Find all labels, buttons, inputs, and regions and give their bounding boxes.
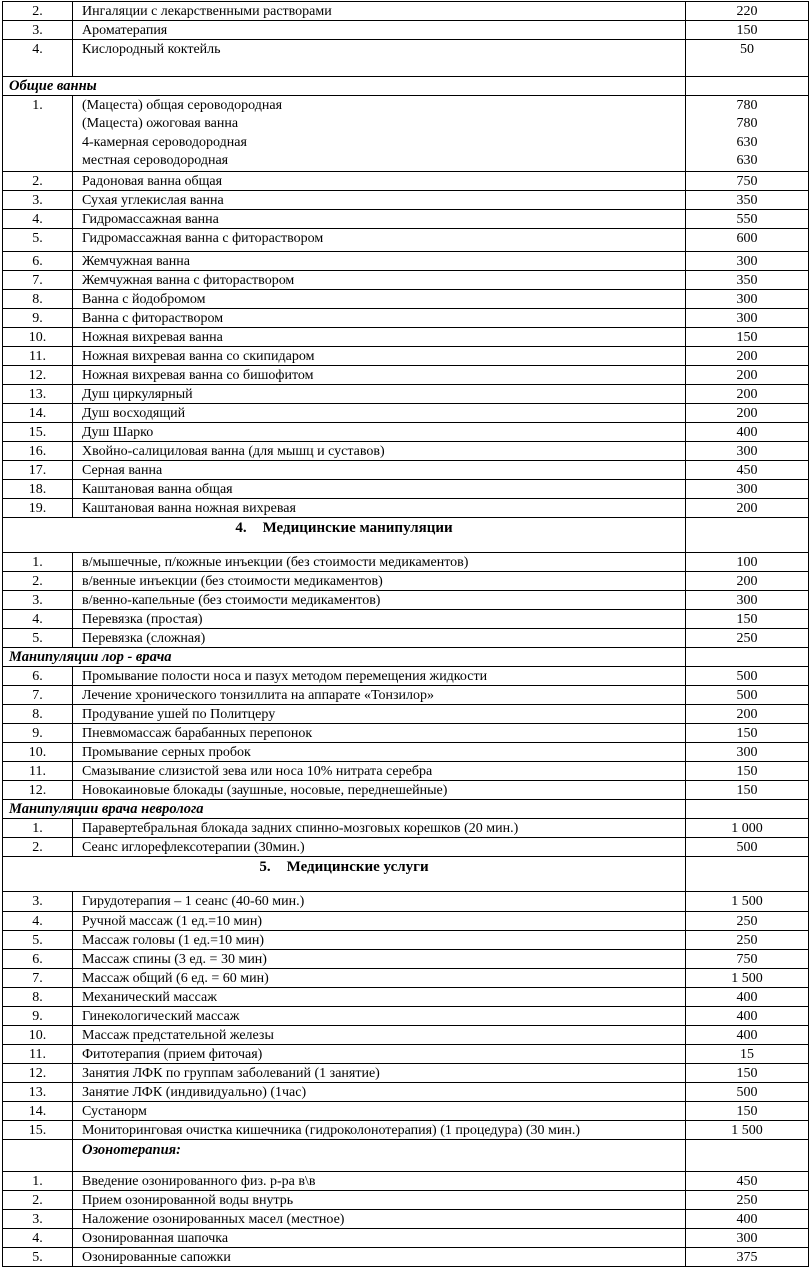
service-price: 250 <box>686 911 809 930</box>
row-number: 9. <box>3 1006 73 1025</box>
row-number: 15. <box>3 422 73 441</box>
row-number: 14. <box>3 1101 73 1120</box>
service-price: 375 <box>686 1247 809 1266</box>
empty-number-cell <box>3 1139 73 1171</box>
service-name: Гидромассажная ванна <box>73 209 686 228</box>
service-name: Хвойно-салициловая ванна (для мышц и суставов) <box>73 441 686 460</box>
table-row <box>3 498 809 517</box>
section-number: 5. <box>259 858 271 875</box>
row-number: 2. <box>3 571 73 590</box>
service-name: Паравертебральная блокада задних спинно-мозговых корешков (20 мин.) <box>73 818 686 837</box>
row-number: 8. <box>3 289 73 308</box>
table-row-multiline <box>3 96 809 172</box>
section-header-row <box>3 856 809 891</box>
service-price: 150 <box>686 761 809 780</box>
service-name: в/венно-капельные (без стоимости медикаментов) <box>73 590 686 609</box>
row-number: 9. <box>3 723 73 742</box>
price-table-body <box>3 2 809 1267</box>
service-price: 200 <box>686 346 809 365</box>
service-price: 300 <box>686 742 809 761</box>
service-name: Сухая углекислая ванна <box>73 190 686 209</box>
service-name: Смазывание слизистой зева или носа 10% нитрата серебра <box>73 761 686 780</box>
table-row <box>3 384 809 403</box>
table-row <box>3 1044 809 1063</box>
row-number: 8. <box>3 987 73 1006</box>
table-row <box>3 1082 809 1101</box>
row-number: 5. <box>3 228 73 251</box>
row-number: 15. <box>3 1120 73 1139</box>
subsection-label: Манипуляции врача невролога <box>3 799 686 818</box>
service-name: Ингаляции с лекарственными растворами <box>73 2 686 21</box>
service-name: Мониторинговая очистка кишечника (гидроколонотерапия) (1 процедура) (30 мин.) <box>73 1120 686 1139</box>
row-number: 13. <box>3 1082 73 1101</box>
row-number: 12. <box>3 365 73 384</box>
row-number: 4. <box>3 911 73 930</box>
service-price: 300 <box>686 479 809 498</box>
service-price: 300 <box>686 308 809 327</box>
row-number: 4. <box>3 1228 73 1247</box>
row-number: 9. <box>3 308 73 327</box>
empty-price-cell <box>686 647 809 666</box>
table-row <box>3 968 809 987</box>
service-name: Душ Шарко <box>73 422 686 441</box>
service-name-line: (Мацеста) ожоговая ванна <box>82 116 239 132</box>
service-price-line: 780 <box>736 116 758 132</box>
section-header-row <box>3 517 809 552</box>
row-number: 1. <box>3 1171 73 1190</box>
table-row <box>3 780 809 799</box>
service-price: 150 <box>686 723 809 742</box>
service-price: 400 <box>686 987 809 1006</box>
service-name: Продувание ушей по Политцеру <box>73 704 686 723</box>
service-name: Промывание полости носа и пазух методом перемещения жидкости <box>73 666 686 685</box>
table-row <box>3 1228 809 1247</box>
table-row <box>3 911 809 930</box>
section-title: Медицинские манипуляции <box>262 519 453 536</box>
row-number: 13. <box>3 384 73 403</box>
row-number: 8. <box>3 704 73 723</box>
table-row <box>3 1120 809 1139</box>
service-name: Перевязка (простая) <box>73 609 686 628</box>
row-number: 2. <box>3 837 73 856</box>
service-name: Прием озонированной воды внутрь <box>73 1190 686 1209</box>
table-row <box>3 666 809 685</box>
row-number: 11. <box>3 1044 73 1063</box>
service-price: 400 <box>686 422 809 441</box>
row-number: 14. <box>3 403 73 422</box>
service-price-line: 630 <box>736 134 758 150</box>
row-number: 12. <box>3 780 73 799</box>
row-number: 11. <box>3 761 73 780</box>
service-name: Озонированная шапочка <box>73 1228 686 1247</box>
service-name: Каштановая ванна ножная вихревая <box>73 498 686 517</box>
table-row <box>3 270 809 289</box>
service-price: 150 <box>686 1101 809 1120</box>
service-name: в/мышечные, п/кожные инъекции (без стоимости медикаментов) <box>73 552 686 571</box>
table-row <box>3 761 809 780</box>
service-name-line: 4-камерная сероводородная <box>82 134 247 150</box>
row-number: 1. <box>3 96 73 172</box>
row-number: 5. <box>3 930 73 949</box>
row-number: 3. <box>3 190 73 209</box>
service-price: 150 <box>686 1063 809 1082</box>
service-price: 50 <box>686 40 809 77</box>
table-row <box>3 1006 809 1025</box>
service-price: 150 <box>686 327 809 346</box>
service-name: Фитотерапия (прием фиточая) <box>73 1044 686 1063</box>
service-price: 400 <box>686 1209 809 1228</box>
service-name: Введение озонированного физ. р-ра в\в <box>73 1171 686 1190</box>
service-name: Серная ванна <box>73 460 686 479</box>
service-name-line: местная сероводородная <box>82 153 229 169</box>
table-row <box>3 571 809 590</box>
row-number: 17. <box>3 460 73 479</box>
subsection-header-row <box>3 77 809 96</box>
service-price: 300 <box>686 1228 809 1247</box>
service-name: Жемчужная ванна с фитораствором <box>73 270 686 289</box>
row-number: 7. <box>3 270 73 289</box>
table-row <box>3 479 809 498</box>
service-price: 250 <box>686 1190 809 1209</box>
service-price: 550 <box>686 209 809 228</box>
row-number: 6. <box>3 949 73 968</box>
service-price: 200 <box>686 384 809 403</box>
table-row <box>3 327 809 346</box>
table-row <box>3 365 809 384</box>
service-price: 150 <box>686 609 809 628</box>
service-price: 200 <box>686 571 809 590</box>
table-row <box>3 818 809 837</box>
service-name: Душ циркулярный <box>73 384 686 403</box>
table-row <box>3 1063 809 1082</box>
empty-price-cell <box>686 517 809 552</box>
group-label: Озонотерапия: <box>73 1139 686 1171</box>
service-name: Ванна с фитораствором <box>73 308 686 327</box>
table-row <box>3 930 809 949</box>
subsection-label: Манипуляции лор - врача <box>3 647 686 666</box>
service-price-line: 630 <box>736 153 758 169</box>
service-price: 250 <box>686 930 809 949</box>
service-name: Массаж предстательной железы <box>73 1025 686 1044</box>
service-name: Гидромассажная ванна с фитораствором <box>73 228 686 251</box>
service-price: 450 <box>686 1171 809 1190</box>
section-number: 4. <box>235 519 247 536</box>
price-list-table <box>2 1 809 1267</box>
table-row <box>3 949 809 968</box>
table-row <box>3 460 809 479</box>
service-name: Ручной массаж (1 ед.=10 мин) <box>73 911 686 930</box>
row-number: 2. <box>3 1190 73 1209</box>
row-number: 16. <box>3 441 73 460</box>
service-price: 400 <box>686 1025 809 1044</box>
service-price: 200 <box>686 365 809 384</box>
service-price: 200 <box>686 498 809 517</box>
service-price: 400 <box>686 1006 809 1025</box>
service-price: 150 <box>686 780 809 799</box>
service-price: 1 500 <box>686 1120 809 1139</box>
row-number: 10. <box>3 1025 73 1044</box>
row-number: 5. <box>3 628 73 647</box>
service-name: Занятие ЛФК (индивидуально) (1час) <box>73 1082 686 1101</box>
service-price: 200 <box>686 704 809 723</box>
section-header <box>3 856 686 891</box>
table-row <box>3 628 809 647</box>
table-row <box>3 1171 809 1190</box>
service-price: 300 <box>686 441 809 460</box>
service-name: Жемчужная ванна <box>73 251 686 270</box>
section-header <box>3 517 686 552</box>
service-price: 15 <box>686 1044 809 1063</box>
empty-price-cell <box>686 1139 809 1171</box>
service-name: Озонированные сапожки <box>73 1247 686 1266</box>
table-row <box>3 1190 809 1209</box>
service-price: 1 500 <box>686 891 809 911</box>
row-number: 11. <box>3 346 73 365</box>
service-price: 600 <box>686 228 809 251</box>
table-row <box>3 209 809 228</box>
table-row <box>3 40 809 77</box>
service-name: Радоновая ванна общая <box>73 171 686 190</box>
service-price: 100 <box>686 552 809 571</box>
row-number: 7. <box>3 968 73 987</box>
table-row <box>3 1209 809 1228</box>
service-name: Ножная вихревая ванна <box>73 327 686 346</box>
service-name: Ножная вихревая ванна со скипидаром <box>73 346 686 365</box>
row-number: 3. <box>3 891 73 911</box>
service-price: 1 500 <box>686 968 809 987</box>
service-name: Сустанорм <box>73 1101 686 1120</box>
service-name: Гинекологический массаж <box>73 1006 686 1025</box>
table-row <box>3 552 809 571</box>
row-number: 3. <box>3 590 73 609</box>
table-row <box>3 228 809 251</box>
service-name: Ванна с йодобромом <box>73 289 686 308</box>
table-row <box>3 441 809 460</box>
row-number: 12. <box>3 1063 73 1082</box>
service-name: Промывание серных пробок <box>73 742 686 761</box>
row-number: 5. <box>3 1247 73 1266</box>
empty-price-cell <box>686 77 809 96</box>
table-row <box>3 171 809 190</box>
group-header-row <box>3 1139 809 1171</box>
table-row <box>3 403 809 422</box>
service-price: 300 <box>686 289 809 308</box>
section-title: Медицинские услуги <box>286 858 429 875</box>
service-name: Массаж спины (3 ед. = 30 мин) <box>73 949 686 968</box>
service-name: Новокаиновые блокады (заушные, носовые, переднешейные) <box>73 780 686 799</box>
table-row <box>3 723 809 742</box>
service-price-line: 780 <box>736 98 758 113</box>
row-number: 1. <box>3 552 73 571</box>
subsection-header-row <box>3 647 809 666</box>
service-name: Механический массаж <box>73 987 686 1006</box>
service-price: 500 <box>686 1082 809 1101</box>
table-row <box>3 891 809 911</box>
table-row <box>3 1101 809 1120</box>
table-row <box>3 685 809 704</box>
table-row <box>3 2 809 21</box>
service-price: 450 <box>686 460 809 479</box>
service-price: 250 <box>686 628 809 647</box>
row-number: 4. <box>3 209 73 228</box>
table-row <box>3 21 809 40</box>
row-number: 19. <box>3 498 73 517</box>
table-row <box>3 609 809 628</box>
service-name: Душ восходящий <box>73 403 686 422</box>
service-price: 300 <box>686 251 809 270</box>
subsection-label: Общие ванны <box>3 77 686 96</box>
service-name: Ароматерапия <box>73 21 686 40</box>
service-price: 500 <box>686 837 809 856</box>
table-row <box>3 1025 809 1044</box>
table-row <box>3 346 809 365</box>
table-row <box>3 837 809 856</box>
service-price: 500 <box>686 666 809 685</box>
row-number: 7. <box>3 685 73 704</box>
subsection-header-row <box>3 799 809 818</box>
table-row <box>3 251 809 270</box>
service-price: 350 <box>686 270 809 289</box>
table-row <box>3 308 809 327</box>
service-name: Каштановая ванна общая <box>73 479 686 498</box>
service-name: Лечение хронического тонзиллита на аппарате «Тонзилор» <box>73 685 686 704</box>
service-price: 200 <box>686 403 809 422</box>
service-price: 750 <box>686 171 809 190</box>
empty-price-cell <box>686 856 809 891</box>
table-row <box>3 590 809 609</box>
row-number: 10. <box>3 327 73 346</box>
row-number: 2. <box>3 171 73 190</box>
table-row <box>3 987 809 1006</box>
service-name: Перевязка (сложная) <box>73 628 686 647</box>
table-row <box>3 742 809 761</box>
service-name-line: (Мацеста) общая сероводородная <box>82 98 283 113</box>
service-name: в/венные инъекции (без стоимости медикаментов) <box>73 571 686 590</box>
service-price: 750 <box>686 949 809 968</box>
service-name: Сеанс иглорефлексотерапии (30мин.) <box>73 837 686 856</box>
row-number: 2. <box>3 2 73 21</box>
row-number: 6. <box>3 251 73 270</box>
row-number: 6. <box>3 666 73 685</box>
table-row <box>3 704 809 723</box>
table-row <box>3 289 809 308</box>
row-number: 3. <box>3 1209 73 1228</box>
row-number: 18. <box>3 479 73 498</box>
service-name: Пневмомассаж барабанных перепонок <box>73 723 686 742</box>
service-name: Ножная вихревая ванна со бишофитом <box>73 365 686 384</box>
service-price: 300 <box>686 590 809 609</box>
service-name: Наложение озонированных масел (местное) <box>73 1209 686 1228</box>
empty-price-cell <box>686 799 809 818</box>
service-name-lines <box>73 96 686 172</box>
service-price: 350 <box>686 190 809 209</box>
service-price-lines <box>686 96 809 172</box>
row-number: 4. <box>3 40 73 77</box>
table-row <box>3 422 809 441</box>
row-number: 4. <box>3 609 73 628</box>
service-price: 1 000 <box>686 818 809 837</box>
row-number: 1. <box>3 818 73 837</box>
service-price: 220 <box>686 2 809 21</box>
service-name: Кислородный коктейль <box>73 40 686 77</box>
table-row <box>3 1247 809 1266</box>
service-name: Массаж общий (6 ед. = 60 мин) <box>73 968 686 987</box>
service-price: 150 <box>686 21 809 40</box>
service-name: Массаж головы (1 ед.=10 мин) <box>73 930 686 949</box>
service-price: 500 <box>686 685 809 704</box>
service-name: Занятия ЛФК по группам заболеваний (1 занятие) <box>73 1063 686 1082</box>
row-number: 10. <box>3 742 73 761</box>
table-row <box>3 190 809 209</box>
row-number: 3. <box>3 21 73 40</box>
service-name: Гирудотерапия – 1 сеанс (40-60 мин.) <box>73 891 686 911</box>
